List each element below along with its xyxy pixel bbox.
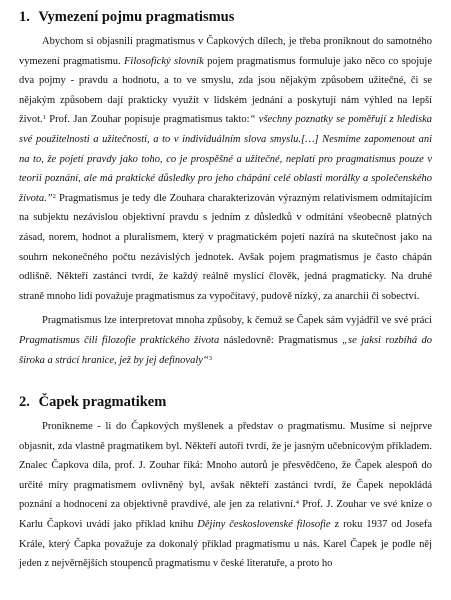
text-run: Pragmatismus lze interpretovat mnoha způsoby, k čemuž se Čapek sám vyjádřil ve své práci: [42, 315, 432, 327]
text-run: pojem pragmatismus formuluje jako něco co spojuje dva pojmy - pravdu a hodnotu, a to ve smyslu, zda jsou nějakým způsobem užitečné, či se nějakým způsobem dají prakticky využít v lidském jednání a poskytují nám výhled na lepší život.: [19, 55, 433, 126]
footnote-ref: 3: [208, 354, 212, 362]
italic-text: Pragmatismus čili filozofie praktického života: [19, 334, 220, 346]
footnote-ref: 2: [52, 192, 56, 200]
italic-text: ”: [46, 192, 53, 204]
text-run: Abychom si objasnili pragmatismus v Čapkových dílech, je třeba proniknout do samotného vymezení pragmatismu.: [19, 36, 432, 67]
italic-text: “ všechny poznatky se poměřují z hlediska své použitelnosti a užitečnosti, a to v individuálním slova smyslu.[…] Nesmíme zapomenout ani na to, že pojetí pravdy jako toho, co je prospěšné a užitečné, neplatí pro pragmatismus pouze v teorii poznání, ale má praktické důsledky pro jeho chápání celé oblasti morálky a společenského života.: [19, 114, 432, 204]
italic-text: “: [202, 354, 209, 366]
section-capek-pragmatikem: [19, 393, 432, 574]
section-number: 1.: [19, 9, 30, 25]
italic-text: Filosofický slovník: [124, 55, 204, 67]
text-run: následovně: Pragmatismus: [219, 334, 343, 346]
section-vymezeni-pojmu: [19, 8, 432, 370]
section-number: 2.: [19, 394, 30, 411]
paragraph: [19, 32, 432, 306]
footnote-ref: 1: [42, 114, 46, 122]
text-run: z roku 1937 od Josefa Krále, který Čapka považuje za dokonalý příklad pragmatismu u nás. Karel Čapek je podle něj jeden z nejvěrnějších stoupenců pragmatismu v české literatuře, a proto ho: [19, 519, 432, 570]
italic-text: Dějiny československé filosofie: [197, 519, 331, 531]
text-run: Prof. J. Zouhar ve své knize o Karlu Čapkovi uvádí jako příklad knihu: [19, 499, 432, 531]
footnote-ref: 4: [295, 499, 299, 507]
section-heading: [19, 393, 432, 411]
text-run: Pronikneme - li do Čapkových myšlenek a představ o pragmatismu. Musíme si nejprve objasnit, zda vlastně pragmatikem byl. Někteří autoři tvrdí, že je jasným učebnicovým příkladem. Znalec Čapkova díla, prof. J. Zouhar říká: Mnoho autorů je přesvědčeno, že Čapek alespoň do určité míry pragmatismem ovlivněný byl, avšak někteří zastánci tvrdí, že Čapek nepokládá poznání a hodnocení za objektivně pravdivé, ale jen za relativní.: [19, 421, 432, 511]
paragraph: [19, 417, 432, 574]
section-heading: [19, 8, 432, 26]
section-title: Vymezení pojmu pragmatismus: [38, 9, 235, 25]
section-title: Čapek pragmatikem: [38, 394, 167, 411]
text-run: Pragmatismus je tedy dle Zouhara charakterizován výrazným relativismem odmítajícím na subjektu nezávislou objektivní pravdu s jedním z důsledků v odmítání všeobecně platných zásad, norem, hodnot a pluralismem, který v pragmatickém pojetí nazírá na skutečnost jako na souhrn nekonečného počtu nezávislých jednotek. Avšak pojem pragmatismus je často chápán odlišně. Někteří zastánci tvrdí, že každý reálně myslící člověk, jedná pragmaticky. Na druhé straně mnoho lidí považuje pragmatismus za vypočítavý, pudově nízký, za anarchii či sobectví.: [19, 192, 432, 302]
italic-text: „se jaksi rozbíhá do široka a strácí hranice, jež by jej definovaly: [19, 334, 433, 366]
text-run: Prof. Jan Zouhar popisuje pragmatismus takto:: [45, 114, 250, 126]
paragraph: [19, 311, 432, 370]
